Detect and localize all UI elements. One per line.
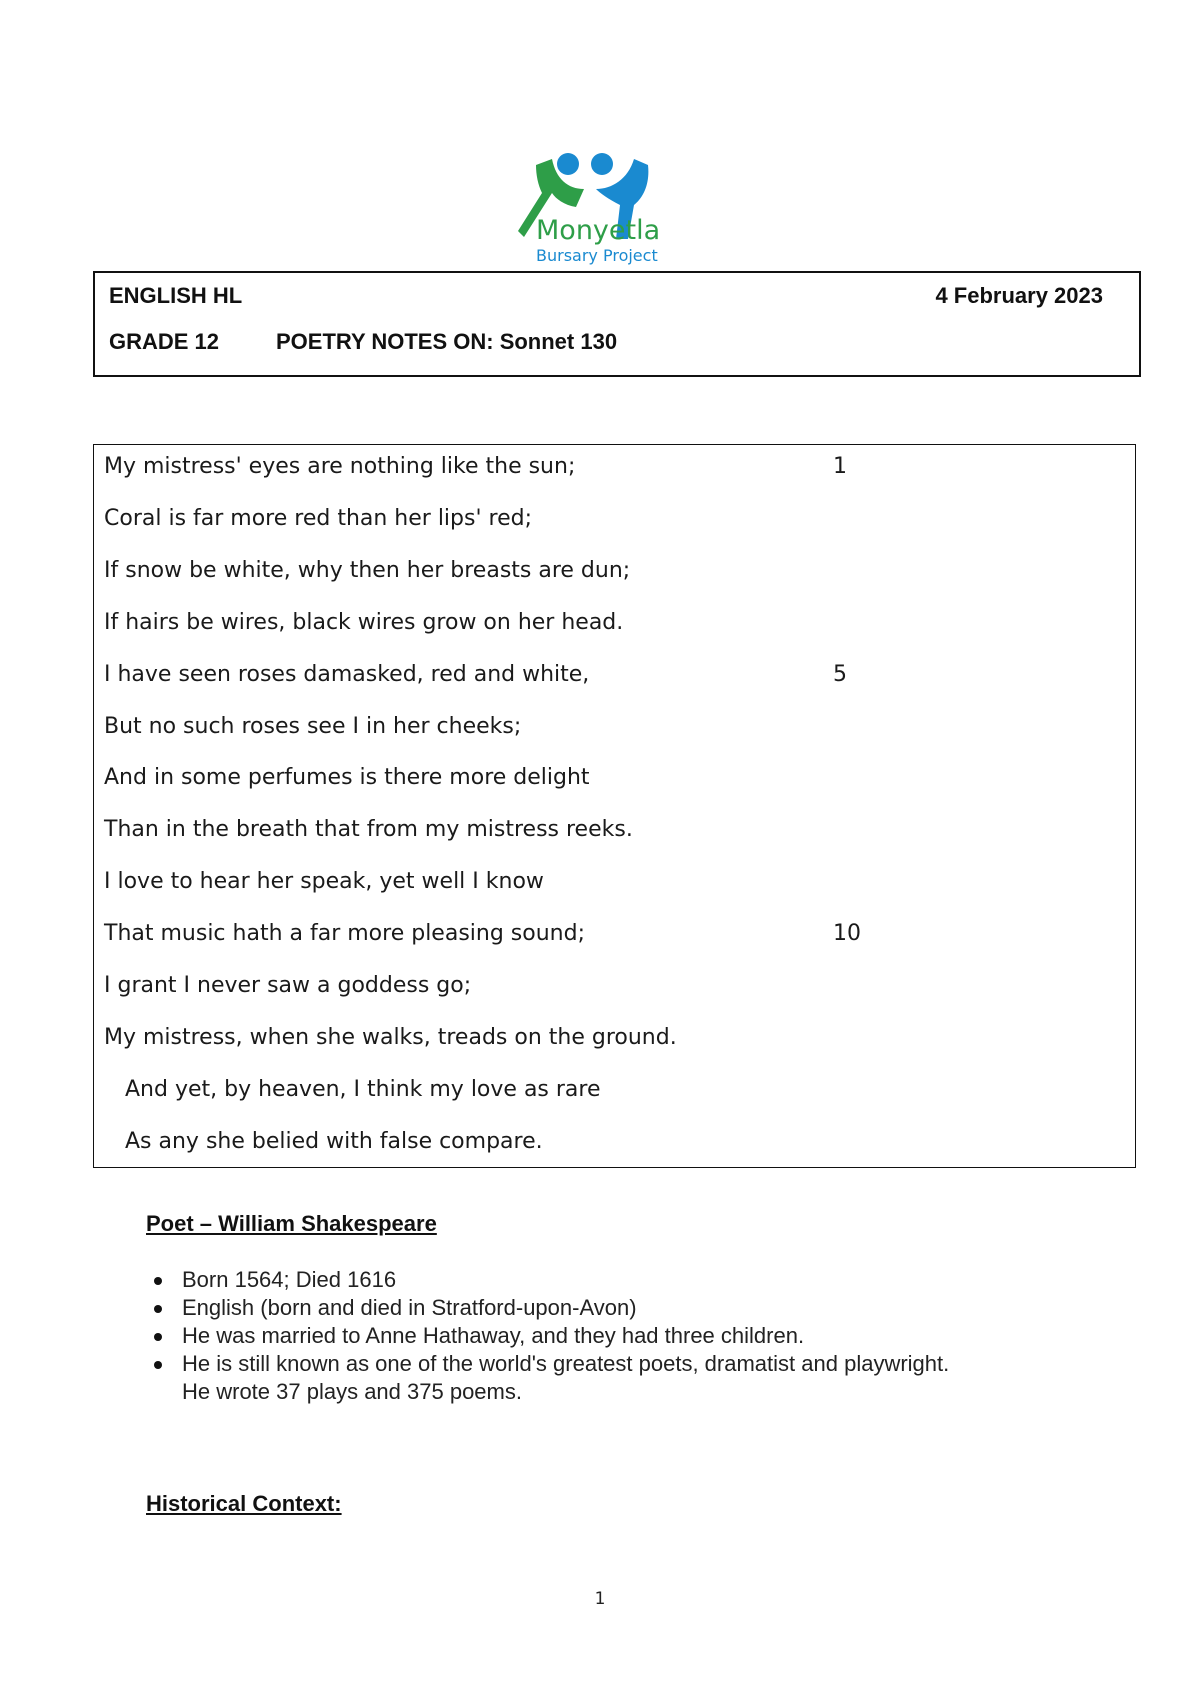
- poem-box: [93, 444, 1136, 1168]
- poem-line: If hairs be wires, black wires grow on her head.: [104, 609, 624, 635]
- poem-line: My mistress, when she walks, treads on the ground.: [104, 1024, 677, 1050]
- poem-line: But no such roses see I in her cheeks;: [104, 713, 522, 739]
- poet-fact-text: He is still known as one of the world's greatest poets, dramatist and playwright.: [182, 1351, 950, 1376]
- bullet-icon: [154, 1361, 162, 1369]
- poet-facts-list: [146, 1266, 1106, 1406]
- logo-head-left: [557, 153, 579, 175]
- poetry-notes-title: POETRY NOTES ON: Sonnet 130: [276, 329, 618, 354]
- historical-context-heading: Historical Context:: [146, 1491, 342, 1516]
- logo-wordmark: Monyetla: [536, 215, 661, 246]
- bullet-icon: [154, 1305, 162, 1313]
- line-number: 5: [833, 661, 847, 687]
- poet-fact-text: English (born and died in Stratford-upon-Avon): [182, 1295, 637, 1320]
- poem-line: My mistress' eyes are nothing like the sun;: [104, 454, 576, 479]
- poem-line: And in some perfumes is there more delight: [104, 765, 590, 791]
- page-number: 1: [594, 1589, 606, 1609]
- poet-fact-text: Born 1564; Died 1616: [182, 1267, 397, 1292]
- poem-line: I love to hear her speak, yet well I know: [104, 869, 544, 895]
- poem-line: I grant I never saw a goddess go;: [104, 973, 472, 998]
- poem-line: Than in the breath that from my mistress reeks.: [104, 817, 633, 843]
- bullet-icon: [154, 1333, 162, 1341]
- bullet-icon: [154, 1277, 162, 1285]
- poem-line: If snow be white, why then her breasts are dun;: [104, 557, 631, 583]
- list-item: [146, 1322, 1106, 1350]
- date-label: 4 February 2023: [935, 283, 1103, 308]
- logo-graphic: [516, 145, 694, 269]
- poem-line: That music hath a far more pleasing sound;: [104, 921, 585, 947]
- line-number: 1: [833, 454, 847, 479]
- list-item: [146, 1266, 1106, 1294]
- subject-label: ENGLISH HL: [109, 283, 243, 308]
- list-item: [146, 1294, 1106, 1322]
- logo-tagline: Bursary Project: [536, 246, 658, 265]
- poem-line: Coral is far more red than her lips' red;: [104, 505, 532, 531]
- logo-head-right: [591, 153, 613, 175]
- poet-fact-text: He was married to Anne Hathaway, and they had three children.: [182, 1323, 805, 1348]
- poem-line: And yet, by heaven, I think my love as rare: [125, 1076, 601, 1102]
- poet-fact-continuation: He wrote 37 plays and 375 poems.: [182, 1379, 522, 1404]
- poem-line: As any she belied with false compare.: [125, 1128, 543, 1154]
- poet-heading: Poet – William Shakespeare: [146, 1211, 437, 1236]
- line-number: 10: [833, 921, 861, 947]
- monyetla-logo: [516, 145, 694, 269]
- header-box: [93, 271, 1141, 377]
- list-item: [146, 1350, 1106, 1406]
- grade-label: GRADE 12: [109, 329, 220, 354]
- poem-line: I have seen roses damasked, red and white,: [104, 661, 590, 687]
